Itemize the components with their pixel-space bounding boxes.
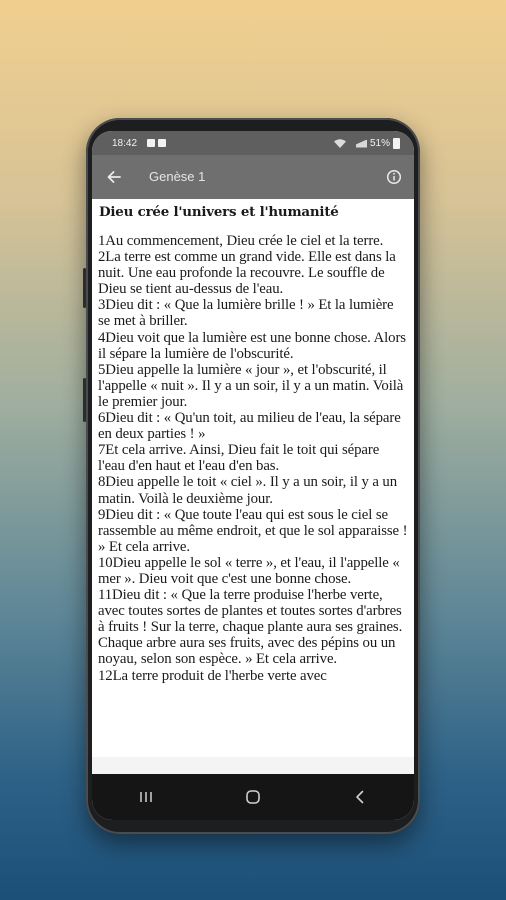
page-title: Genèse 1 (149, 169, 206, 184)
signal-icon (349, 140, 367, 148)
battery-percent: 51% (369, 138, 390, 149)
verse: 5Dieu appelle la lumière « jour », et l'obscurité, il l'appelle « nuit ». Il y a un soir, il y a un matin. Voilà le premier jour. (98, 361, 404, 410)
volume-button (83, 268, 86, 308)
verse: 8Dieu appelle le toit « ciel ». Il y a un soir, il y a un matin. Voilà le deuxième jour. (98, 474, 398, 507)
arrow-left-icon (107, 171, 121, 183)
status-right (334, 138, 400, 149)
app-bar (92, 155, 414, 199)
verse: 7Et cela arrive. Ainsi, Dieu fait le toit qui sépare l'eau d'en haut et l'eau d'en bas. (98, 442, 380, 475)
battery-icon (393, 138, 400, 149)
status-time: 18:42 (112, 138, 138, 149)
verse: 9Dieu dit : « Que toute l'eau qui est sous le ciel se rassemble au même endroit, et que le sol apparaisse ! » Et cela arrive. (98, 506, 408, 555)
info-button[interactable] (382, 165, 406, 189)
nav-back-icon (355, 790, 365, 804)
verse-list (98, 233, 408, 684)
verse: 12La terre produit de l'herbe verte avec (98, 667, 327, 684)
chapter-heading: Dieu crée l'univers et l'humanité (99, 204, 339, 220)
gallery-notification-icon (147, 139, 155, 147)
verse: 10Dieu appelle le sol « terre », et l'eau, il l'appelle « mer ». Dieu voit que c'est une bonne chose. (98, 554, 400, 587)
wifi-icon (334, 139, 346, 148)
verse: 1Au commencement, Dieu crée le ciel et la terre. (98, 233, 384, 249)
back-button[interactable] (100, 165, 128, 189)
home-icon (245, 789, 261, 805)
scroll-fade (92, 747, 414, 757)
notification-icons (147, 139, 166, 147)
chapter-content[interactable] (92, 199, 414, 757)
verse: 11Dieu dit : « Que la terre produise l'herbe verte, avec toutes sortes de plantes et toutes sortes d'arbres à fruits ! Sur la terre, chaque plante aura ses graines. Chaque arbre aura ses fruits, avec des pépins ou un noyau, selon son espèce. » Et cela arrive. (98, 587, 403, 668)
verse: 3Dieu dit : « Que la lumière brille ! » Et la lumière se met à briller. (98, 297, 394, 330)
recents-icon (139, 791, 153, 803)
status-bar (92, 131, 414, 155)
system-back-button[interactable] (340, 782, 380, 812)
verse: 2La terre est comme un grand vide. Elle est dans la nuit. Une eau profonde la recouvre. Le souffle de Dieu se tient au-dessus de l'eau. (98, 249, 396, 298)
info-circle-icon (386, 169, 402, 185)
phone-screen (92, 131, 414, 820)
home-button[interactable] (233, 782, 273, 812)
recents-button[interactable] (126, 782, 166, 812)
verse: 4Dieu voit que la lumière est une bonne chose. Alors il sépare la lumière de l'obscurité. (98, 329, 406, 362)
verse: 6Dieu dit : « Qu'un toit, au milieu de l'eau, la sépare en deux parties ! » (98, 410, 401, 443)
bixby-button (83, 378, 86, 422)
content-bottom-strip (92, 757, 414, 774)
app-notification-icon (158, 139, 166, 147)
system-nav-bar (92, 774, 414, 820)
